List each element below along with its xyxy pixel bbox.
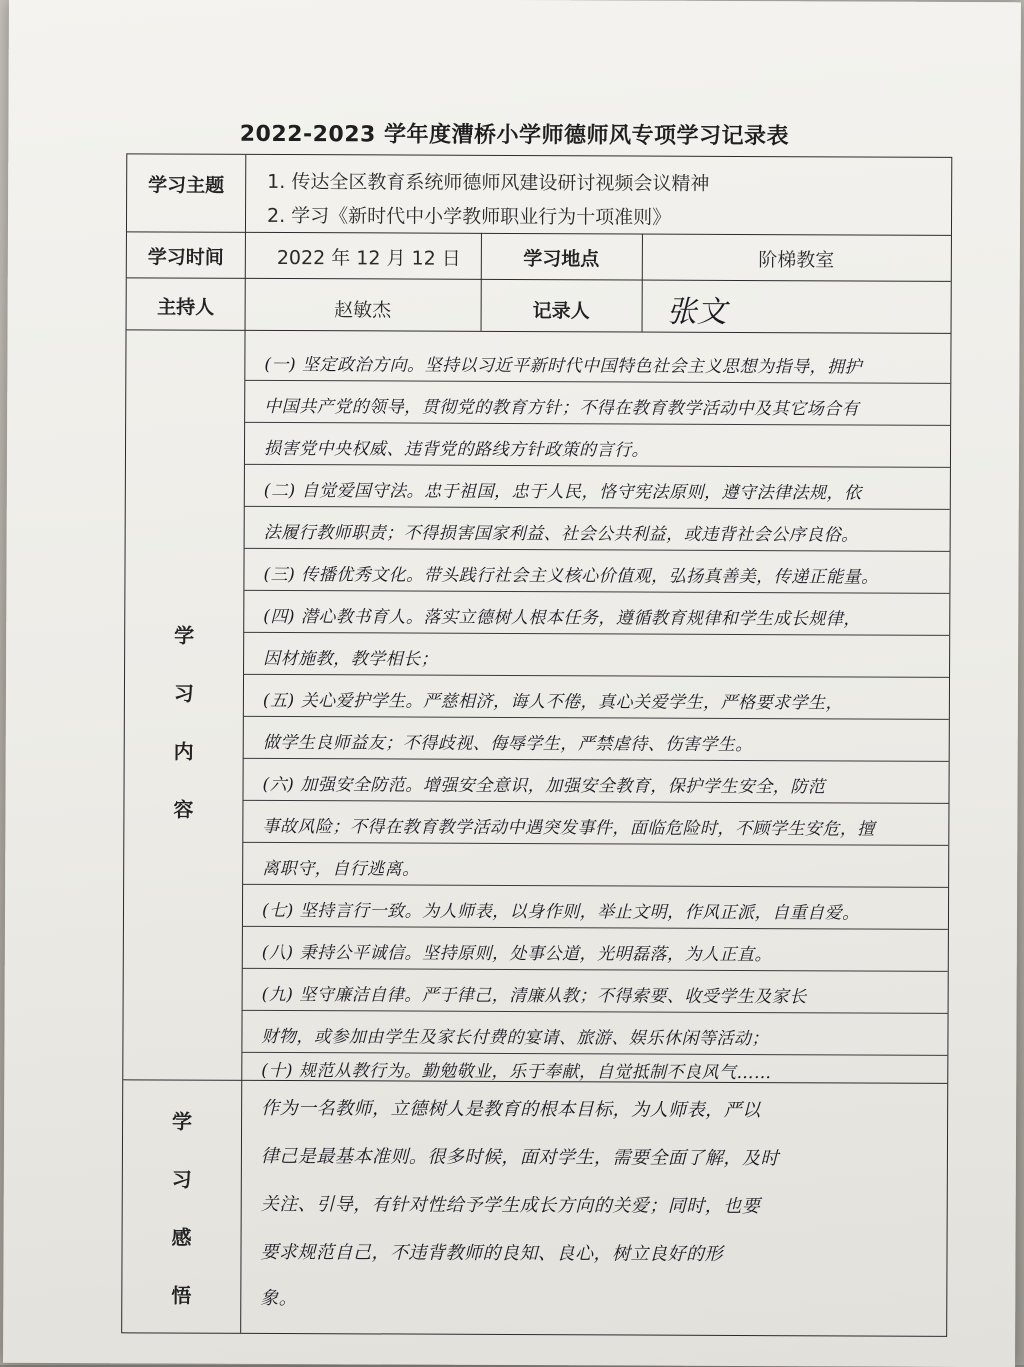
topic-line-1: 1. 传达全区教育系统师德师风建设研讨视频会议精神 — [267, 170, 710, 195]
content-line: 因材施教，教学相长； — [263, 648, 439, 670]
reflection-line: 作为一名教师，立德树人是教育的根本目标，为人师表，严以 — [261, 1097, 761, 1122]
content-line: 损害党中央权威、违背党的路线方针政策的言行。 — [263, 438, 650, 461]
reflection-line: 象。 — [260, 1287, 298, 1310]
content-line: (八) 秉持公平诚信。坚持原则，处事公道，光明磊落，为人正直。 — [261, 942, 773, 966]
reflection-line: 律己是最基本准则。很多时候，面对学生，需要全面了解，及时 — [260, 1145, 779, 1170]
content-line: (七) 坚持言行一致。为人师表，以身作则，举止文明，作风正派，自重自爱。 — [261, 900, 860, 924]
topic-label: 学习主题 — [148, 174, 225, 197]
reflection-section-label: 学 习 感 悟 — [171, 1109, 193, 1308]
content-line: 事故风险；不得在教育教学活动中遇突发事件，面临危险时，不顾学生安危，擅 — [262, 816, 875, 840]
record-table — [121, 153, 952, 1337]
content-section-label: 学 习 内 容 — [173, 623, 195, 822]
content-line: 财物，或参加由学生及家长付费的宴请、旅游、娱乐休闲等活动； — [261, 1026, 769, 1050]
content-lines-area — [241, 330, 950, 1083]
content-line: (二) 自觉爱国守法。忠于祖国，忠于人民，恪守宪法原则，遵守法律法规，依 — [263, 480, 862, 504]
host-value: 赵敏杰 — [334, 299, 392, 322]
record-sheet — [3, 0, 1021, 1367]
content-line: (三) 传播优秀文化。带头践行社会主义核心价值观，弘扬真善美，传递正能量。 — [263, 564, 879, 588]
content-line: (九) 坚守廉洁自律。严于律己，清廉从教；不得索要、收受学生及家长 — [261, 984, 807, 1008]
host-label: 主持人 — [157, 296, 215, 319]
time-label: 学习时间 — [147, 246, 224, 269]
row-divider — [127, 277, 951, 282]
reflection-lines-area — [240, 1080, 947, 1336]
content-line: (一) 坚定政治方向。坚持以习近平新时代中国特色社会主义思想为指导，拥护 — [264, 354, 863, 378]
content-line: (六) 加强安全防范。增强安全意识，加强安全教育，保护学生安全，防范 — [262, 774, 826, 798]
reflection-line: 关注、引导，有针对性给予学生成长方向的关爱；同时，也要 — [260, 1193, 761, 1218]
topic-line-2: 2. 学习《新时代中小学教师职业行为十项准则》 — [266, 204, 672, 229]
page-title: 2022-2023 学年度漕桥小学师德师风专项学习记录表 — [239, 121, 790, 150]
content-line: (十) 规范从教行为。勤勉敬业，乐于奉献，自觉抵制不良风气…… — [261, 1060, 772, 1083]
recorder-label: 记录人 — [532, 300, 590, 323]
time-value: 2022 年 12 月 12 日 — [276, 246, 461, 270]
content-line: 法履行教师职责；不得损害国家利益、社会公共利益，或违背社会公序良俗。 — [263, 522, 859, 546]
place-value: 阶梯教室 — [758, 249, 835, 272]
recorder-signature: 张文 — [666, 294, 727, 330]
content-line: 中国共产党的领导，贯彻党的教育方针；不得在教育教学活动中及其它场合有 — [264, 396, 860, 420]
row-divider — [127, 231, 951, 236]
content-line: (四) 潜心教书育人。落实立德树人根本任务，遵循教育规律和学生成长规律， — [263, 606, 861, 630]
content-line: 离职守，自行逃离。 — [262, 858, 420, 880]
reflection-line: 要求规范自己，不违背教师的良知、良心，树立良好的形 — [260, 1241, 724, 1265]
place-label: 学习地点 — [523, 248, 600, 271]
content-line: (五) 关心爱护学生。严慈相济，诲人不倦，真心关爱学生，严格要求学生， — [262, 690, 844, 714]
content-line: 做学生良师益友；不得歧视、侮辱学生，严禁虐待、伤害学生。 — [262, 732, 753, 756]
